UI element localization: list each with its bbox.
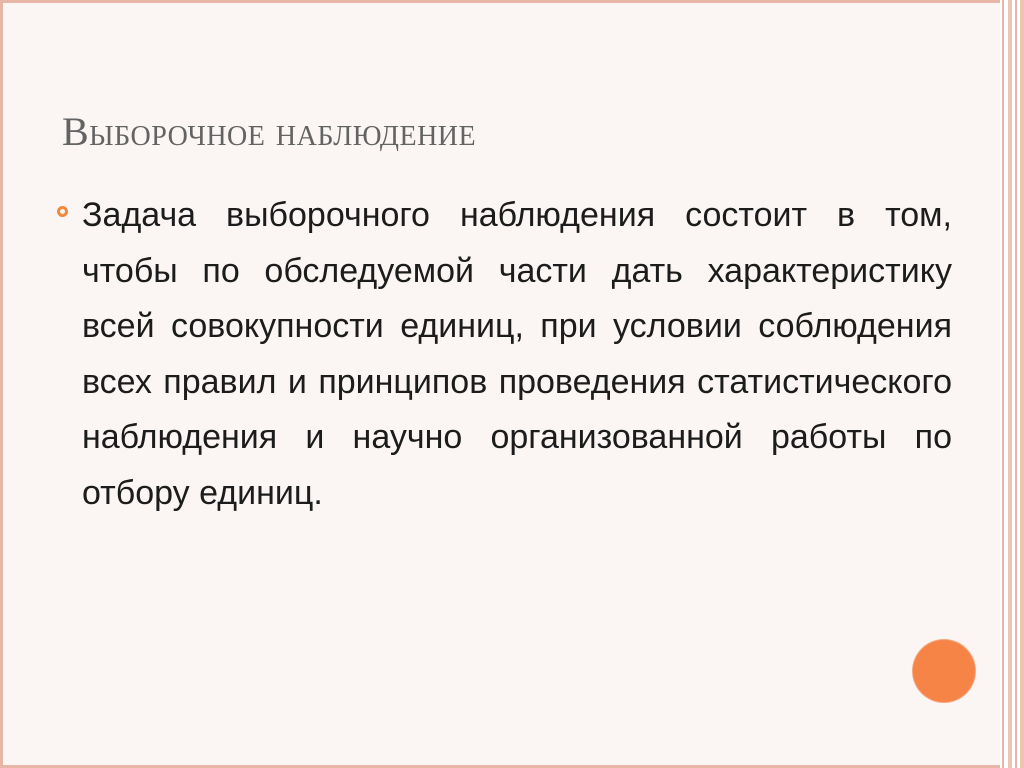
bullet-text: Задача выборочного наблюдения состоит в том, чтобы по обследуемой части дать характеристику всей совокупности единиц, при условии соблюдения всех правил и принципов проведения статистического наблюдения и научно организованной работы по отбору единиц. [82, 196, 952, 512]
bullet-icon [57, 206, 68, 217]
orange-circle-icon [913, 640, 975, 702]
slide-title: Выборочное наблюдение [62, 109, 477, 154]
stripe [1002, 0, 1004, 768]
stripe [1020, 0, 1024, 768]
stripe [1008, 0, 1012, 768]
stripe [1015, 0, 1017, 768]
decorative-stripes [1000, 0, 1024, 768]
